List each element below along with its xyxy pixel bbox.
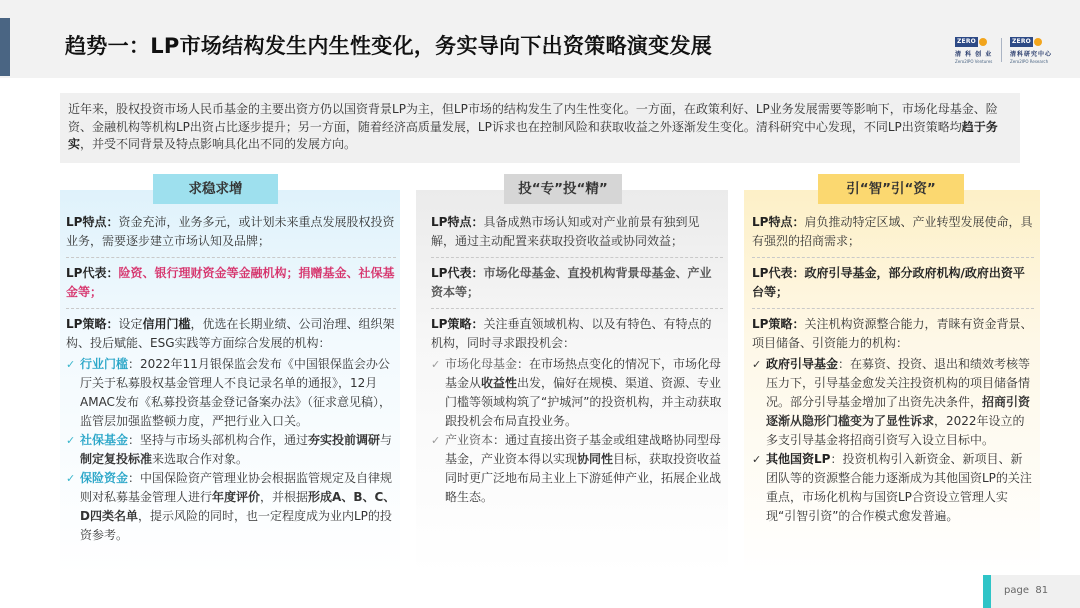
- strategy-list: [752, 355, 1034, 526]
- list-item: ✓ 保险资金：中国保险资产管理业协会根据监管规定及自律规则对私募基金管理人进行年度评价，并根据形成A、B、C、D四类名单，提示风险的同时，也一定程度成为业内LP的投资参考。: [66, 471, 396, 542]
- intro-box: [60, 93, 1020, 163]
- page-number: page 81: [1004, 585, 1049, 596]
- check-icon: ✓: [752, 453, 762, 466]
- logo-cn: 清 科 创 业: [955, 51, 993, 58]
- logo-en: Zero2IPO Research: [1010, 59, 1049, 64]
- column-body: [431, 213, 723, 507]
- check-icon: ✓: [66, 358, 76, 371]
- check-icon: ✓: [431, 358, 441, 371]
- lp-representative: LP代表：市场化母基金、直投机构背景母基金、产业资本等；: [431, 266, 712, 299]
- logo-dot-icon: [979, 38, 987, 46]
- list-item: ✓ 行业门槛：2022年11月银保监会发布《中国银保监会办公厅关于私募股权基金管理人不良记录名单的通报》，12月AMAC发布《私募投资基金登记备案办法》（征求意见稿），监管层加强监整顿力度，严把行业入口关。: [66, 357, 391, 428]
- page-title: 趋势一：LP市场结构发生内生性变化，务实导向下出资策略演变发展: [65, 34, 713, 58]
- column-body: [66, 213, 396, 545]
- logo-mark: ZERO: [1012, 37, 1031, 45]
- page-accent-bar: [983, 575, 991, 608]
- intro-emphasis: 趋于务实: [68, 119, 998, 151]
- column-tag: 投“专”投“精”: [504, 174, 622, 204]
- lp-representative: LP代表：险资、银行理财资金等金融机构；捐赠基金、社保基金等；: [66, 266, 395, 299]
- zero2ipo-ventures-logo: [955, 36, 1007, 66]
- column-body: [752, 213, 1034, 526]
- divider: [431, 308, 723, 309]
- strategy-list: [66, 355, 396, 545]
- lp-feature: LP特点：具备成熟市场认知或对产业前景有独到见解，通过主动配置来获取投资收益或协同效益；: [431, 215, 700, 248]
- logo-en: Zero2IPO Ventures: [955, 59, 993, 64]
- list-item: ✓ 社保基金：坚持与市场头部机构合作，通过夯实投前调研与制定复投标准来选取合作对象。: [66, 433, 393, 466]
- check-icon: ✓: [752, 358, 762, 371]
- lp-feature: LP特点：资金充沛，业务多元，或计划未来重点发展股权投资业务，需要逐步建立市场认知及品牌；: [66, 215, 395, 248]
- lp-feature: LP特点：肩负推动特定区域、产业转型发展使命，具有强烈的招商需求；: [752, 215, 1033, 248]
- check-icon: ✓: [66, 472, 76, 485]
- lp-representative: LP代表：政府引导基金，部分政府机构/政府出资平台等；: [752, 266, 1025, 299]
- list-item: ✓ 政府引导基金：在募资、投资、退出和绩效考核等压力下，引导基金愈发关注投资机构的项目储备情况。部分引导基金增加了出资先决条件，招商引资逐渐从隐形门槛变为了显性诉求，2022年设立的多支引导基金将招商引资写入设立目标中。: [752, 357, 1031, 447]
- divider: [66, 257, 396, 258]
- column-tag: 引“智”引“资”: [818, 174, 964, 204]
- divider: [66, 308, 396, 309]
- logo-mark: ZERO: [957, 37, 976, 45]
- zero2ipo-research-logo: [1010, 36, 1062, 66]
- divider: [752, 257, 1034, 258]
- list-item: ✓ 其他国资LP：投资机构引入新资金、新项目、新团队等的资源整合能力逐渐成为其他国资LP的关注重点，市场化机构与国资LP合资设立管理人实现“引智引资”的合作模式愈发普遍。: [752, 452, 1032, 523]
- list-item: ✓ 产业资本：通过直接出资子基金或组建战略协同型母基金，产业资本得以实现协同性目标，获取投资收益同时更广泛地布局主业上下游延伸产业，拓展企业战略生态。: [431, 433, 722, 504]
- logo-cn: 清科研究中心: [1010, 51, 1053, 58]
- lp-strategy: LP策略：关注垂直领域机构、以及有特色、有特点的机构，同时寻求跟投机会：: [431, 317, 712, 350]
- strategy-list: [431, 355, 723, 507]
- check-icon: ✓: [431, 434, 441, 447]
- logo-dot-icon: [1034, 38, 1042, 46]
- column-tag: 求稳求增: [153, 174, 278, 204]
- lp-strategy: LP策略：关注机构资源整合能力，青睐有资金背景、项目储备、引资能力的机构：: [752, 317, 1033, 350]
- lp-strategy: LP策略：设定信用门槛，优选在长期业绩、公司治理、组织架构、投后赋能、ESG实践等方面综合发展的机构：: [66, 317, 395, 350]
- divider: [431, 257, 723, 258]
- intro-text: 近年来，股权投资市场人民币基金的主要出资方仍以国资背景LP为主，但LP市场的结构发生了内生性变化。一方面，在政策利好、LP业务发展需要等影响下，市场化母基金、险资、金融机构等机构LP出资占比逐步提升；另一方面，随着经济高质量发展，LP诉求也在控制风险和获取收益之外逐渐发生变化。清科研究中心发现，不同LP出资策略均趋于务实，并受不同背景及特点影响具化出不同的发展方向。: [68, 102, 998, 151]
- list-item: ✓ 市场化母基金：在市场热点变化的情况下，市场化母基金从收益性出发，偏好在规模、渠道、资源、专业门槛等领域构筑了“护城河”的投资机构，并主动获取跟投机会布局直投业务。: [431, 357, 722, 428]
- divider: [752, 308, 1034, 309]
- title-accent-bar: [0, 18, 10, 76]
- check-icon: ✓: [66, 434, 76, 447]
- logo-separator: [1001, 38, 1002, 62]
